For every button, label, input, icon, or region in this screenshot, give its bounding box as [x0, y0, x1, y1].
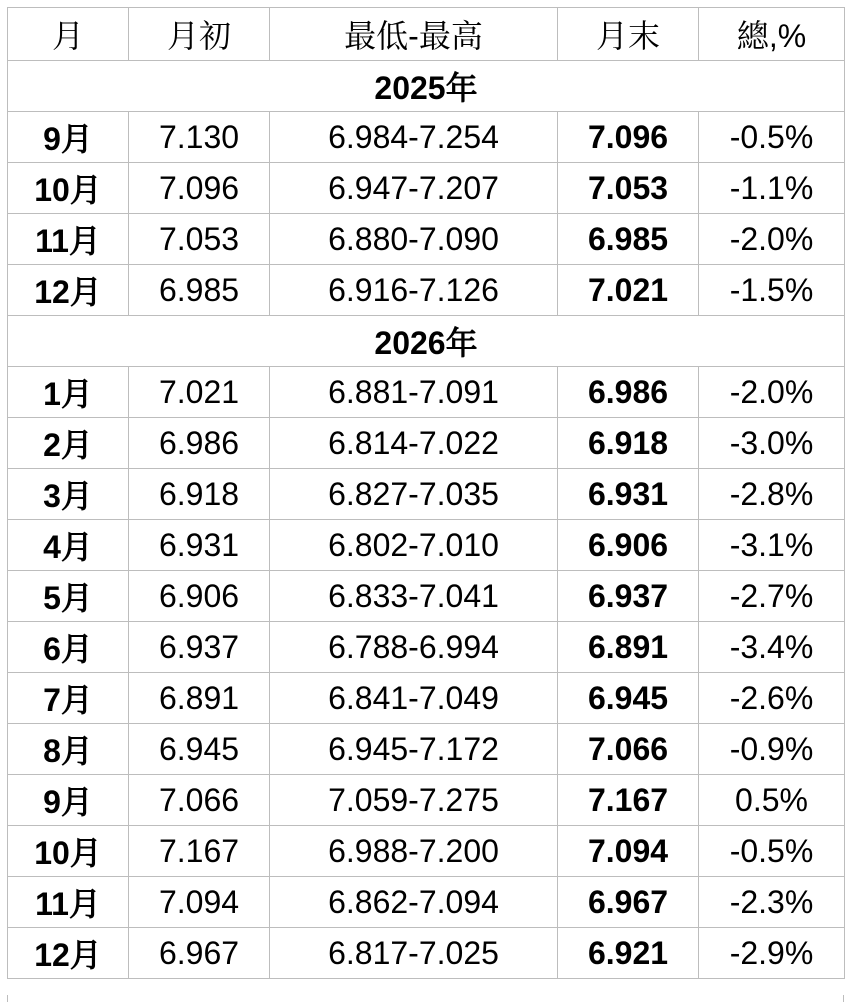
close-cell: 7.066: [558, 724, 699, 775]
close-cell: 6.891: [558, 622, 699, 673]
table-row: [8, 469, 845, 520]
year-section-row: [8, 61, 845, 112]
header-close: 月末: [558, 8, 699, 61]
table-row: [8, 928, 845, 979]
total-cell: -2.3%: [699, 877, 845, 928]
month-cell: 12月: [8, 928, 129, 979]
range-cell: 6.841-7.049: [270, 673, 558, 724]
header-month: 月: [8, 8, 129, 61]
close-cell: 6.985: [558, 214, 699, 265]
range-cell: 6.947-7.207: [270, 163, 558, 214]
table-row: [8, 265, 845, 316]
open-cell: 6.937: [129, 622, 270, 673]
range-cell: 6.817-7.025: [270, 928, 558, 979]
month-cell: 1月: [8, 367, 129, 418]
open-cell: 6.891: [129, 673, 270, 724]
open-cell: 6.986: [129, 418, 270, 469]
range-cell: 6.881-7.091: [270, 367, 558, 418]
forecast-table: [7, 7, 845, 979]
open-cell: 7.053: [129, 214, 270, 265]
close-cell: 6.937: [558, 571, 699, 622]
header-range: 最低-最高: [270, 8, 558, 61]
month-cell: 10月: [8, 826, 129, 877]
open-cell: 6.985: [129, 265, 270, 316]
range-cell: 6.984-7.254: [270, 112, 558, 163]
year-label: 2025年: [8, 61, 845, 112]
close-cell: 7.167: [558, 775, 699, 826]
month-cell: 12月: [8, 265, 129, 316]
open-cell: 7.130: [129, 112, 270, 163]
table-row: [8, 112, 845, 163]
month-cell: 11月: [8, 214, 129, 265]
range-cell: 6.814-7.022: [270, 418, 558, 469]
table-row: [8, 826, 845, 877]
total-cell: -3.1%: [699, 520, 845, 571]
table-row: [8, 622, 845, 673]
month-cell: 3月: [8, 469, 129, 520]
table-bottom-edge: [7, 995, 844, 1002]
table-row: [8, 775, 845, 826]
range-cell: 6.988-7.200: [270, 826, 558, 877]
total-cell: -2.0%: [699, 214, 845, 265]
close-cell: 7.021: [558, 265, 699, 316]
year-section-row: [8, 316, 845, 367]
month-cell: 9月: [8, 775, 129, 826]
total-cell: -1.5%: [699, 265, 845, 316]
month-cell: 7月: [8, 673, 129, 724]
open-cell: 6.906: [129, 571, 270, 622]
open-cell: 7.066: [129, 775, 270, 826]
close-cell: 6.906: [558, 520, 699, 571]
open-cell: 6.967: [129, 928, 270, 979]
header-row: [8, 8, 845, 61]
range-cell: 6.827-7.035: [270, 469, 558, 520]
month-cell: 10月: [8, 163, 129, 214]
total-cell: -0.5%: [699, 112, 845, 163]
close-cell: 6.945: [558, 673, 699, 724]
header-total: 總,%: [699, 8, 845, 61]
range-cell: 6.916-7.126: [270, 265, 558, 316]
close-cell: 7.096: [558, 112, 699, 163]
table-body: [8, 61, 845, 979]
table-row: [8, 571, 845, 622]
open-cell: 7.021: [129, 367, 270, 418]
month-cell: 5月: [8, 571, 129, 622]
table-row: [8, 418, 845, 469]
total-cell: -2.0%: [699, 367, 845, 418]
close-cell: 7.053: [558, 163, 699, 214]
range-cell: 6.862-7.094: [270, 877, 558, 928]
total-cell: -2.6%: [699, 673, 845, 724]
open-cell: 6.931: [129, 520, 270, 571]
month-cell: 6月: [8, 622, 129, 673]
month-cell: 11月: [8, 877, 129, 928]
close-cell: 6.921: [558, 928, 699, 979]
range-cell: 6.945-7.172: [270, 724, 558, 775]
table-row: [8, 724, 845, 775]
close-cell: 7.094: [558, 826, 699, 877]
range-cell: 6.833-7.041: [270, 571, 558, 622]
table-row: [8, 214, 845, 265]
range-cell: 7.059-7.275: [270, 775, 558, 826]
total-cell: -0.5%: [699, 826, 845, 877]
month-cell: 2月: [8, 418, 129, 469]
month-cell: 8月: [8, 724, 129, 775]
header-open: 月初: [129, 8, 270, 61]
range-cell: 6.788-6.994: [270, 622, 558, 673]
month-cell: 4月: [8, 520, 129, 571]
total-cell: -3.4%: [699, 622, 845, 673]
open-cell: 7.167: [129, 826, 270, 877]
open-cell: 7.094: [129, 877, 270, 928]
total-cell: -2.7%: [699, 571, 845, 622]
range-cell: 6.802-7.010: [270, 520, 558, 571]
month-cell: 9月: [8, 112, 129, 163]
open-cell: 7.096: [129, 163, 270, 214]
table-row: [8, 163, 845, 214]
table-row: [8, 877, 845, 928]
open-cell: 6.918: [129, 469, 270, 520]
year-label: 2026年: [8, 316, 845, 367]
close-cell: 6.986: [558, 367, 699, 418]
range-cell: 6.880-7.090: [270, 214, 558, 265]
table-row: [8, 367, 845, 418]
total-cell: -2.8%: [699, 469, 845, 520]
open-cell: 6.945: [129, 724, 270, 775]
table-row: [8, 520, 845, 571]
close-cell: 6.967: [558, 877, 699, 928]
total-cell: -2.9%: [699, 928, 845, 979]
total-cell: 0.5%: [699, 775, 845, 826]
total-cell: -1.1%: [699, 163, 845, 214]
close-cell: 6.918: [558, 418, 699, 469]
close-cell: 6.931: [558, 469, 699, 520]
total-cell: -0.9%: [699, 724, 845, 775]
total-cell: -3.0%: [699, 418, 845, 469]
table-row: [8, 673, 845, 724]
